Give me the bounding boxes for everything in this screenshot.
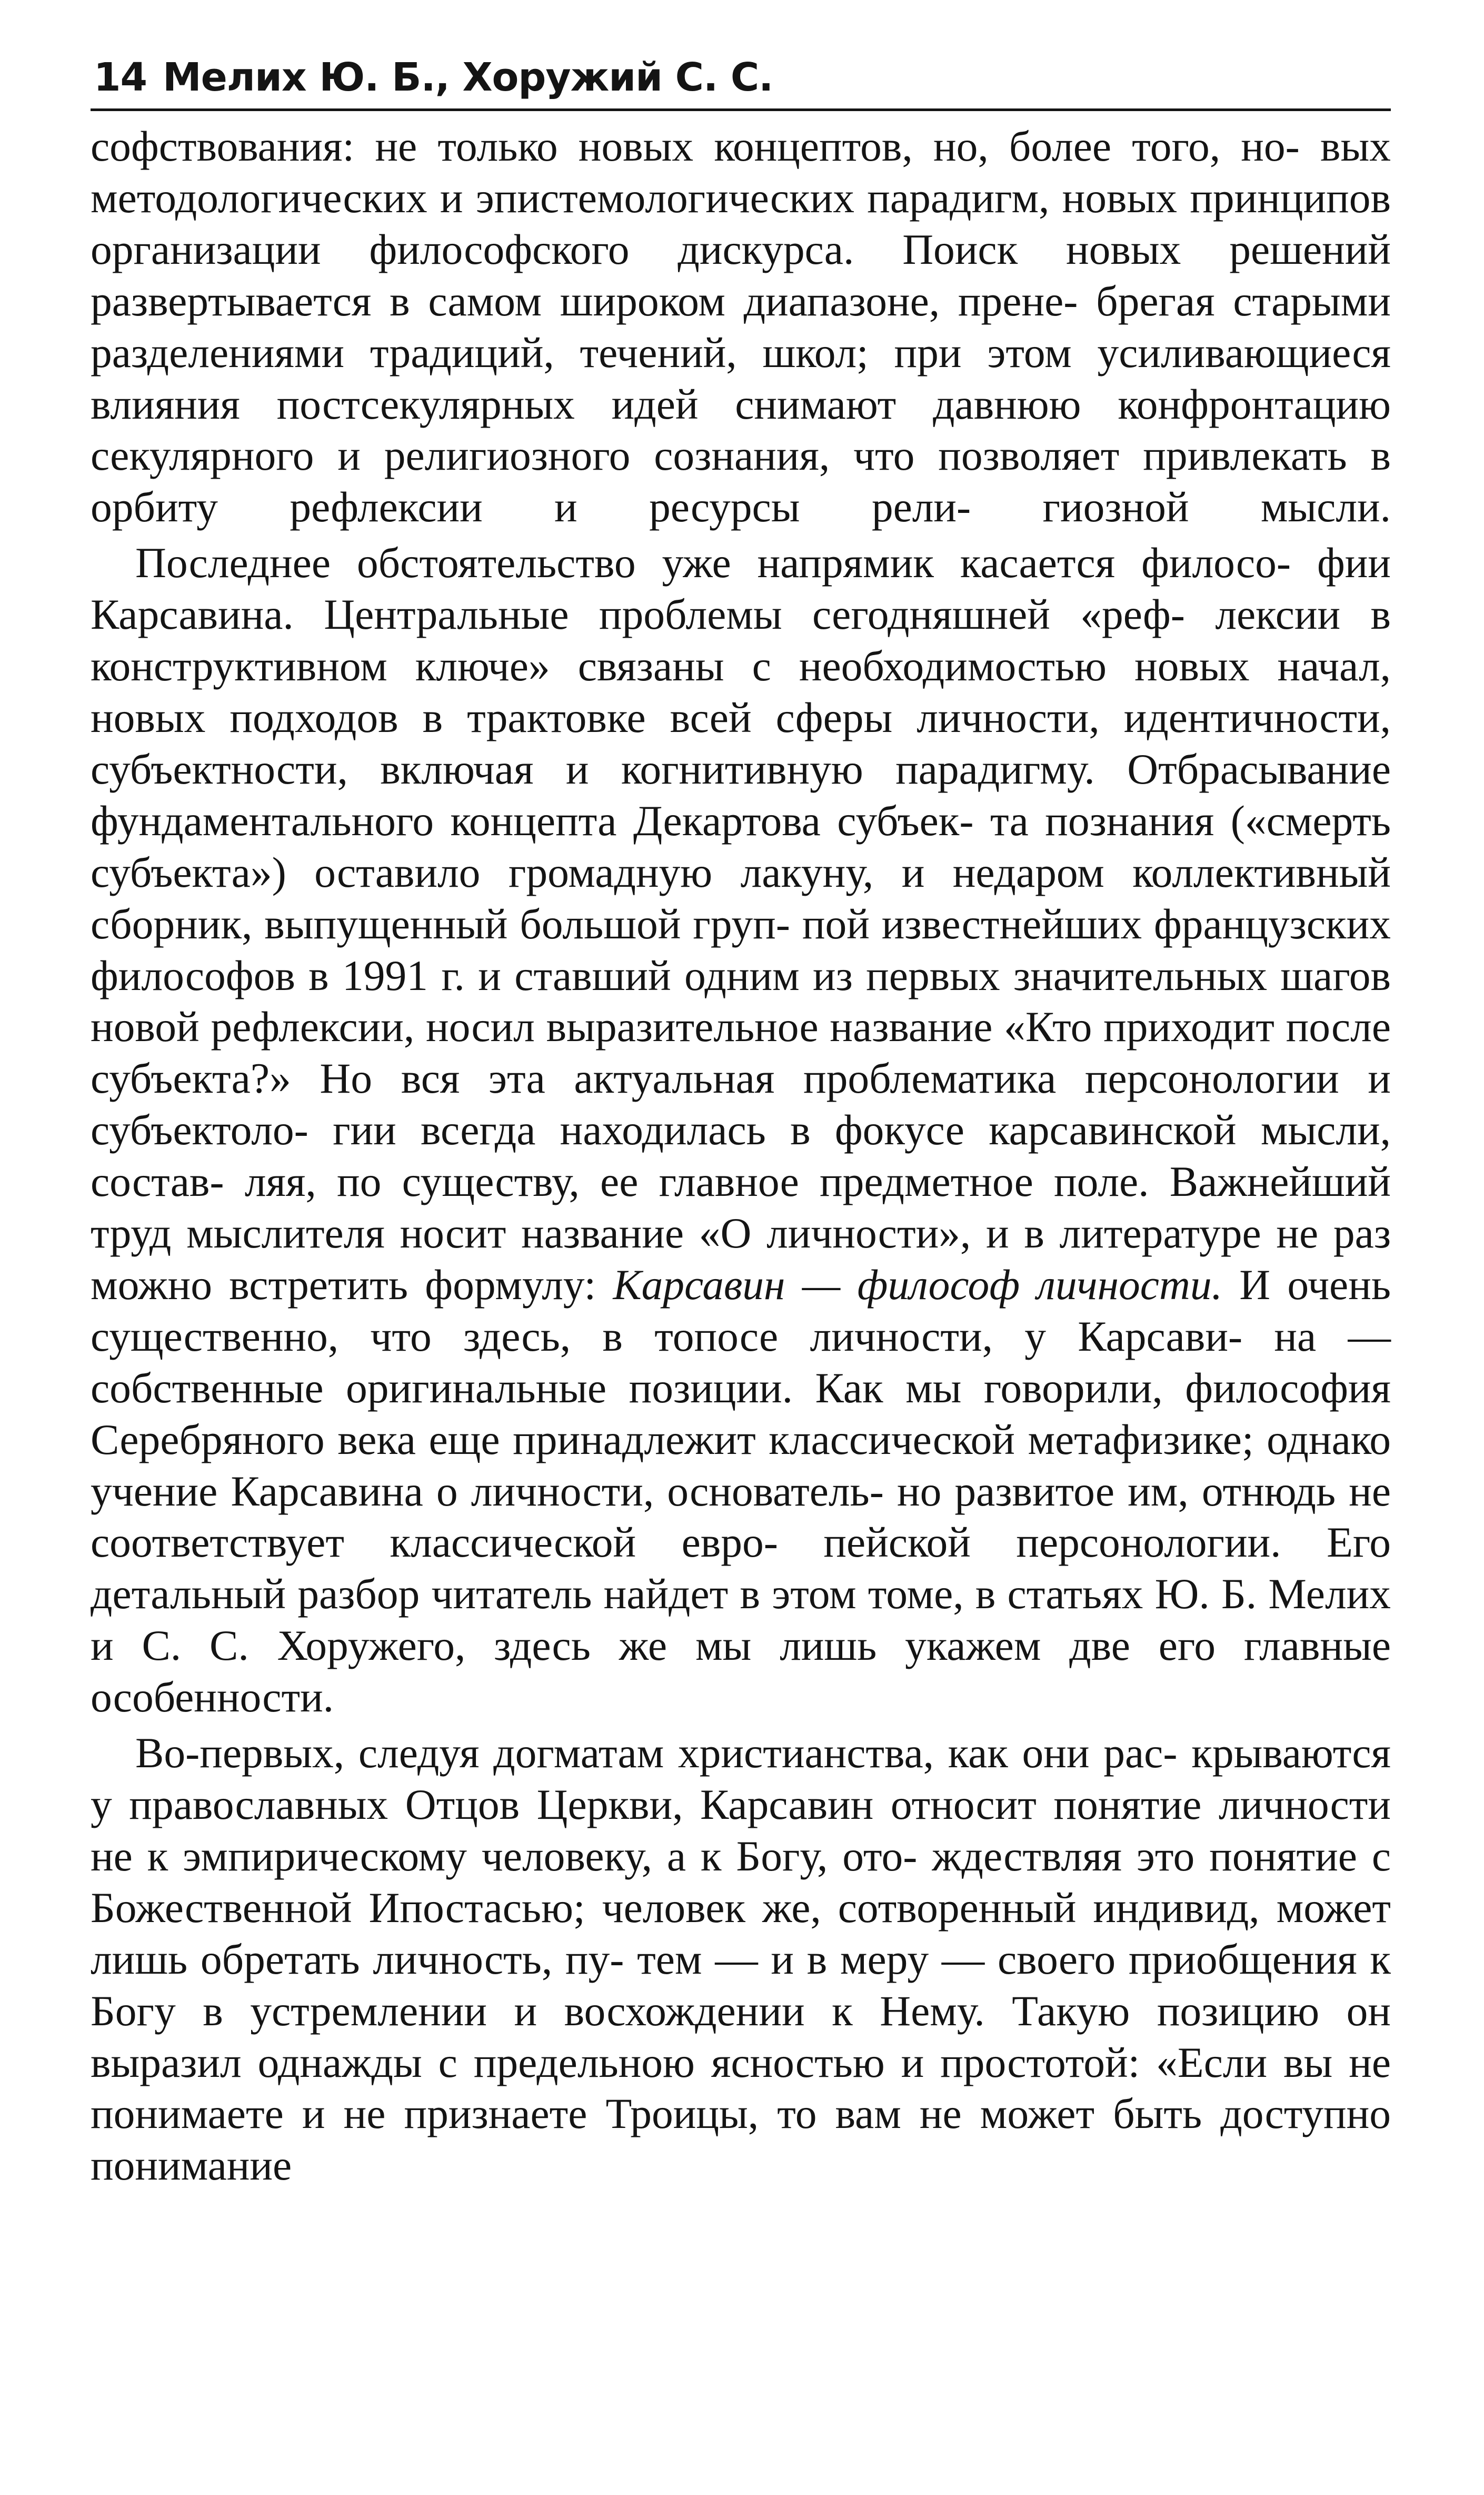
text-line: и недаром коллективный сборник, выпущенный большой груп- — [91, 848, 1391, 948]
text-line: крываются у православных Отцов Церкви, Карсавин относит — [91, 1729, 1391, 1828]
text-line: и восхождении к Нему. Такую позицию он выразил однажды с — [91, 1986, 1391, 2086]
text-line: ждествляя это понятие с Божественной Ипостасью; человек — [91, 1831, 1391, 1932]
text-line: пой известнейших французских философов в 1991 г. и ставший — [91, 899, 1391, 999]
text-line: же, сотворенный индивид, может лишь обретать личность, пу- — [91, 1883, 1391, 1983]
text-line: мы лишь укажем две его главные особенности. — [91, 1621, 1391, 1721]
text-line: предельною ясностью и простотой: «Если вы не понимаете и не — [91, 2038, 1391, 2138]
text-line: фии Карсавина. Центральные проблемы сегодняшней «реф- — [91, 539, 1391, 639]
text-line: Отбрасывание фундаментального концепта Декартова субъек- — [91, 745, 1391, 845]
italic-phrase: Карсавин — философ личности. — [613, 1260, 1222, 1309]
text-line: на — собственные оригинальные позиции. Как мы говорили, — [91, 1312, 1391, 1412]
text-line: ляя, по существу, ее главное предметное поле. Важнейший труд — [91, 1157, 1391, 1258]
text-line: одним из первых значительных шагов новой рефлексии, носил — [91, 951, 1391, 1051]
text-line: Во-первых, следуя догматам христианства, как они рас- — [135, 1729, 1178, 1777]
text-line: тем — и в меру — своего приобщения к Богу в устремлении — [91, 1935, 1391, 2035]
paragraph — [91, 1727, 1391, 2191]
text-line: метафизике; однако учение Карсавина о личности, основатель- — [91, 1415, 1391, 1515]
running-head — [91, 55, 1391, 111]
text-line: давнюю конфронтацию секулярного и религиозного сознания, — [91, 380, 1391, 480]
text-line: выразительное название «Кто приходит после субъекта?» Но — [91, 1003, 1391, 1103]
body-text — [91, 121, 1391, 2191]
text-line: этом усиливающиеся влияния постсекулярных идей снимают — [91, 328, 1391, 428]
text-line: идентичности, субъектности, включая и когнитивную парадигму. — [91, 693, 1391, 793]
text-line: мыслителя носит название «О личности», и в литературе не раз — [186, 1209, 1391, 1258]
text-line: пейской персонологии. Его детальный разбор читатель найдет — [91, 1518, 1391, 1618]
text-line: признаете Троицы, то вам не может быть доступно понимание — [91, 2090, 1391, 2190]
text-line: лексии в конструктивном ключе» связаны с необходимостью — [91, 590, 1391, 690]
text-line: новых начал, новых подходов в трактовке всей сферы личности, — [91, 642, 1391, 741]
text-line: принципов организации философского дискурса. Поиск новых — [91, 173, 1391, 273]
page-number: 14 — [94, 55, 147, 100]
text-line: вся эта актуальная проблематика персонологии и субъектоло- — [91, 1054, 1391, 1154]
text-line: в этом томе, в статьях Ю. Б. Мелих и С. С. Хоружего, здесь же — [91, 1570, 1391, 1670]
book-page — [91, 55, 1391, 2195]
text-line: Последнее обстоятельство уже напрямик касается филосо- — [135, 539, 1291, 587]
text-line: но развитое им, отнюдь не соответствует классической евро- — [91, 1467, 1391, 1567]
paragraph — [91, 537, 1391, 1723]
text-line: брегая старыми разделениями традиций, течений, школ; при — [91, 276, 1391, 377]
text-line: та познания («смерть субъекта») оставило громадную лакуну, — [91, 796, 1391, 896]
text-line: вых методологических и эпистемологических парадигм, новых — [91, 122, 1391, 222]
text-line: философия Серебряного века еще принадлежит классической — [91, 1363, 1391, 1463]
text-line: что позволяет привлекать в орбиту рефлексии и ресурсы рели- — [91, 431, 1391, 531]
text-line: гиозной мысли. — [1042, 483, 1391, 531]
text-line: софствования: не только новых концептов, но, более того, но- — [91, 122, 1300, 170]
text-line: И очень существенно, что здесь, в топосе личности, у Карсави- — [91, 1260, 1391, 1360]
text-line: гии всегда находилась в фокусе карсавинской мысли, состав- — [91, 1106, 1391, 1206]
text-line: можно встретить формулу: — [91, 1260, 596, 1309]
text-line: решений развертывается в самом широком диапазоне, прене- — [91, 225, 1391, 325]
running-head-authors: Мелих Ю. Б., Хоружий С. С. — [162, 55, 773, 100]
text-line: понятие личности не к эмпирическому человеку, а к Богу, ото- — [91, 1780, 1391, 1880]
paragraph — [91, 121, 1391, 533]
